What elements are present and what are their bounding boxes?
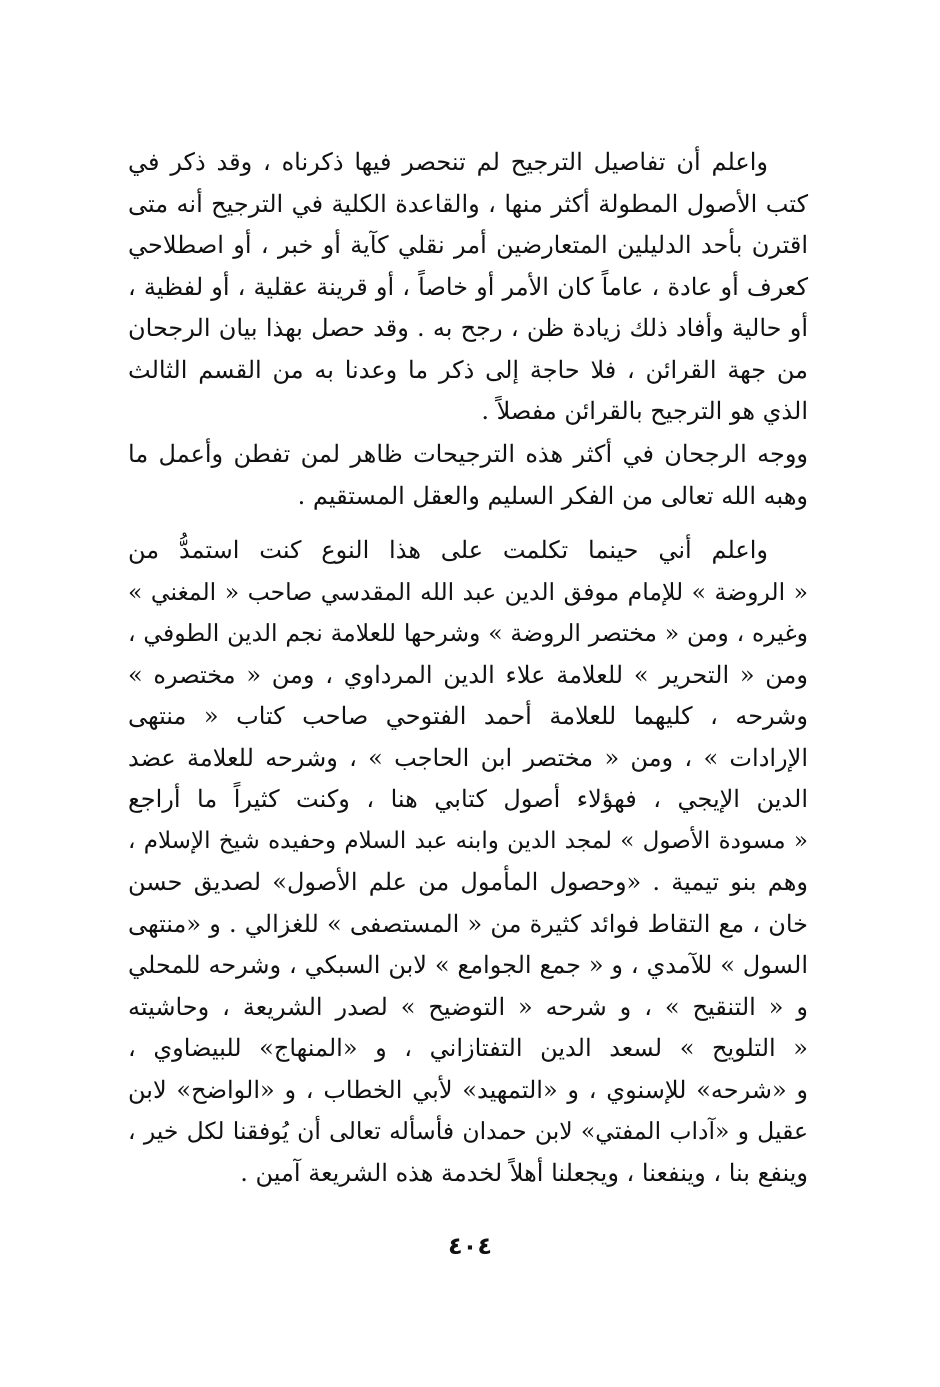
paragraph-line: « الروضة » للإمام موفق الدين عبد الله المقدسي صاحب « المغني » <box>128 577 808 606</box>
paragraph-line: و « التنقيح » ، و شرحه « التوضيح » لصدر الشريعة ، وحاشيته <box>128 992 808 1021</box>
paragraph-line: و «شرحه» للإسنوي ، و «التمهيد» لأبي الخطاب ، و «الواضح» لابن <box>128 1075 808 1104</box>
paragraph-line: خان ، مع التقاط فوائد كثيرة من « المستصفى » للغزالي . و «منتهى <box>128 909 808 938</box>
paragraph-line: السول » للآمدي ، و « جمع الجوامع » لابن السبكي ، وشرحه للمحلي <box>128 951 808 979</box>
paragraph-line: واعلم أني حينما تكلمت على هذا النوع كنت استمدُّ من <box>128 536 768 564</box>
paragraph-line: ومن « التحرير » للعلامة علاء الدين المرداوي ، ومن « مختصره » <box>128 660 808 689</box>
paragraph-line: الدين الإيجي ، فهؤلاء أصول كتابي هنا ، وكنت كثيراً ما أراجع <box>128 785 808 813</box>
paragraph-line: الإرادات » ، ومن « مختصر ابن الحاجب » ، وشرحه للعلامة عضد <box>128 743 808 772</box>
paragraph-1 <box>128 142 808 433</box>
paragraph-line: وينفع بنا ، وينفعنا ، ويجعلنا أهلاً لخدمة هذه الشريعة آمين . <box>240 1158 808 1187</box>
paragraph-line: من جهة القرائن ، فلا حاجة إلى ذكر ما وعدنا به من القسم الثالث <box>128 355 808 384</box>
paragraph-line: وشرحه ، كليهما للعلامة أحمد الفتوحي صاحب كتاب « منتهى <box>128 702 808 730</box>
paragraph-3 <box>128 530 808 1194</box>
paragraph-line: وهبه الله تعالى من الفكر السليم والعقل المستقيم . <box>297 481 808 510</box>
paragraph-line: وهم بنو تيمية . «وحصول المأمول من علم الأصول» لصديق حسن <box>128 868 808 896</box>
paragraph-line: « مسودة الأصول » لمجد الدين وابنه عبد السلام وحفيده شيخ الإسلام ، <box>128 827 808 854</box>
paragraph-line: ووجه الرجحان في أكثر هذه الترجيحات ظاهر لمن تفطن وأعمل ما <box>128 440 808 468</box>
paragraph-line: أو حالية وأفاد ذلك زيادة ظن ، رجح به . وقد حصل بهذا بيان الرجحان <box>128 314 808 342</box>
paragraph-line: عقيل و «آداب المفتي» لابن حمدان فأسأله تعالى أن يُوفقنا لكل خير ، <box>128 1117 808 1145</box>
paragraph-line: وغيره ، ومن « مختصر الروضة » وشرحها للعلامة نجم الدين الطوفي ، <box>128 619 808 647</box>
paragraph-line: واعلم أن تفاصيل الترجيح لم تنحصر فيها ذكرناه ، وقد ذكر في <box>128 148 768 176</box>
paragraph-line: اقترن بأحد الدليلين المتعارضين أمر نقلي كآية أو خبر ، أو اصطلاحي <box>128 231 808 259</box>
paragraph-line: الذي هو الترجيح بالقرائن مفصلاً . <box>481 397 808 425</box>
paragraph-line: كعرف أو عادة ، عاماً كان الأمر أو خاصاً ، أو قرينة عقلية ، أو لفظية ، <box>128 272 808 301</box>
paragraph-line: كتب الأصول المطولة أكثر منها ، والقاعدة الكلية في الترجيح أنه متى <box>128 189 808 218</box>
page-number: ٤٠٤ <box>448 1232 492 1260</box>
paragraph-2 <box>128 434 808 517</box>
paragraph-line: « التلويح » لسعد الدين التفتازاني ، و «المنهاج» للبيضاوي ، <box>128 1034 808 1062</box>
